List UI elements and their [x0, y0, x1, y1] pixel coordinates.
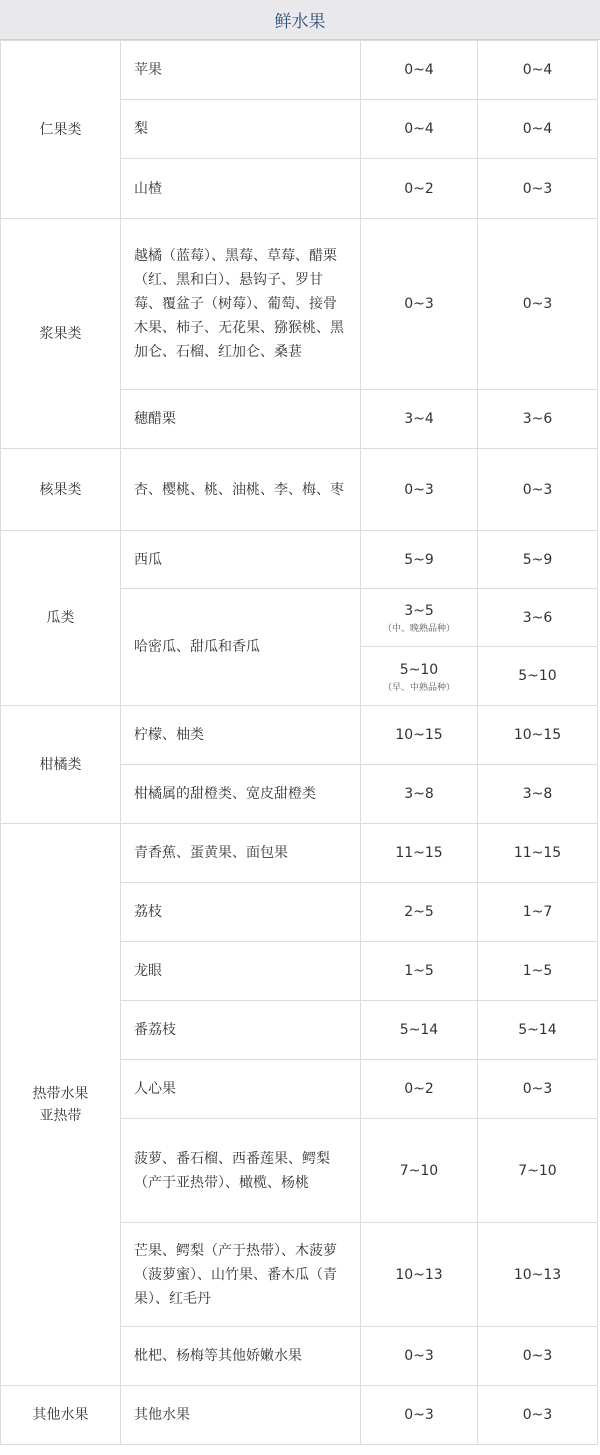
range-2: 3~8 [478, 765, 598, 824]
category-line-2: 亚热带 [39, 1107, 82, 1124]
fruit-name: 穗醋栗 [121, 390, 361, 449]
range-2: 7~10 [478, 1119, 598, 1223]
range-1: 5~9 [361, 531, 478, 589]
fruit-name: 番荔枝 [121, 1001, 361, 1060]
range-2: 0~3 [478, 1327, 598, 1386]
range-1: 1~5 [361, 942, 478, 1001]
fruit-name: 苹果 [121, 41, 361, 100]
range-2: 0~3 [478, 449, 598, 531]
category-heguo: 核果类 [1, 449, 121, 531]
range-1: 5~10 [399, 661, 439, 678]
range-1: 2~5 [361, 883, 478, 942]
range-1: 7~10 [361, 1119, 478, 1223]
storage-temperature-table [0, 40, 598, 1445]
category-line-1: 热带水果 [32, 1085, 89, 1102]
category-redai [1, 824, 121, 1386]
range-1: 3~4 [361, 390, 478, 449]
fruit-name: 枇杷、杨梅等其他娇嫩水果 [121, 1327, 361, 1386]
range-1: 0~3 [361, 449, 478, 531]
range-2: 0~3 [478, 159, 598, 219]
range-2: 0~3 [478, 219, 598, 390]
range-2: 5~10 [478, 647, 598, 706]
range-2: 1~7 [478, 883, 598, 942]
table-row [1, 219, 598, 390]
category-renguo: 仁果类 [1, 41, 121, 219]
table-row [1, 449, 598, 531]
range-1: 0~3 [361, 1386, 478, 1445]
range-1: 11~15 [361, 824, 478, 883]
range-2: 1~5 [478, 942, 598, 1001]
range-1: 5~14 [361, 1001, 478, 1060]
category-gua: 瓜类 [1, 531, 121, 706]
fruit-name: 山楂 [121, 159, 361, 219]
table-row [1, 531, 598, 589]
fruit-name: 芒果、鳄梨（产于热带）、木菠萝（菠萝蜜）、山竹果、番木瓜（青果）、红毛丹 [121, 1223, 361, 1327]
fruit-name: 青香蕉、蛋黄果、面包果 [121, 824, 361, 883]
category-ganju: 柑橘类 [1, 706, 121, 824]
range-2: 10~13 [478, 1223, 598, 1327]
range-1: 0~4 [361, 100, 478, 159]
table-title: 鲜水果 [274, 12, 326, 32]
range-2: 0~3 [478, 1386, 598, 1445]
range-1-cell [361, 647, 478, 706]
range-1: 3~5 [404, 603, 434, 619]
range-1: 0~3 [361, 1327, 478, 1386]
category-qita: 其他水果 [1, 1386, 121, 1445]
fruit-name: 其他水果 [121, 1386, 361, 1445]
category-jiangguo: 浆果类 [1, 219, 121, 449]
range-1: 0~2 [361, 159, 478, 219]
fruit-name: 越橘（蓝莓）、黑莓、草莓、醋栗（红、黑和白）、悬钩子、罗甘莓、覆盆子（树莓）、葡萄、接骨木果、柿子、无花果、猕猴桃、黑加仑、石榴、红加仑、桑葚 [121, 219, 361, 390]
range-2: 5~9 [478, 531, 598, 589]
range-1: 0~2 [361, 1060, 478, 1119]
fruit-name: 菠萝、番石榴、西番莲果、鳄梨（产于亚热带）、橄榄、杨桃 [121, 1119, 361, 1223]
fruit-name: 龙眼 [121, 942, 361, 1001]
range-2: 3~6 [478, 589, 598, 647]
fruit-name: 柠檬、柚类 [121, 706, 361, 765]
range-2: 5~14 [478, 1001, 598, 1060]
range-2: 0~4 [478, 100, 598, 159]
range-2: 3~6 [478, 390, 598, 449]
range-1-cell [361, 589, 478, 647]
range-2: 0~3 [478, 1060, 598, 1119]
table-header [0, 0, 600, 40]
range-2: 10~15 [478, 706, 598, 765]
range-1: 0~4 [361, 41, 478, 100]
fruit-name: 西瓜 [121, 531, 361, 589]
fruit-name: 柑橘属的甜橙类、宽皮甜橙类 [121, 765, 361, 824]
range-1: 0~3 [361, 219, 478, 390]
table-row [1, 1386, 598, 1445]
fruit-name: 杏、樱桃、桃、油桃、李、梅、枣 [121, 449, 361, 531]
fruit-name: 梨 [121, 100, 361, 159]
table-row [1, 41, 598, 100]
fruit-name: 哈密瓜、甜瓜和香瓜 [121, 589, 361, 706]
fruit-name: 人心果 [121, 1060, 361, 1119]
fruit-name: 荔枝 [121, 883, 361, 942]
range-note: （中、晚熟品种） [382, 624, 455, 634]
table-row [1, 706, 598, 765]
range-1: 10~13 [361, 1223, 478, 1327]
range-1: 3~8 [361, 765, 478, 824]
table-row [1, 824, 598, 883]
range-2: 11~15 [478, 824, 598, 883]
range-note: （早、中熟品种） [382, 682, 455, 693]
range-2: 0~4 [478, 41, 598, 100]
range-1: 10~15 [361, 706, 478, 765]
